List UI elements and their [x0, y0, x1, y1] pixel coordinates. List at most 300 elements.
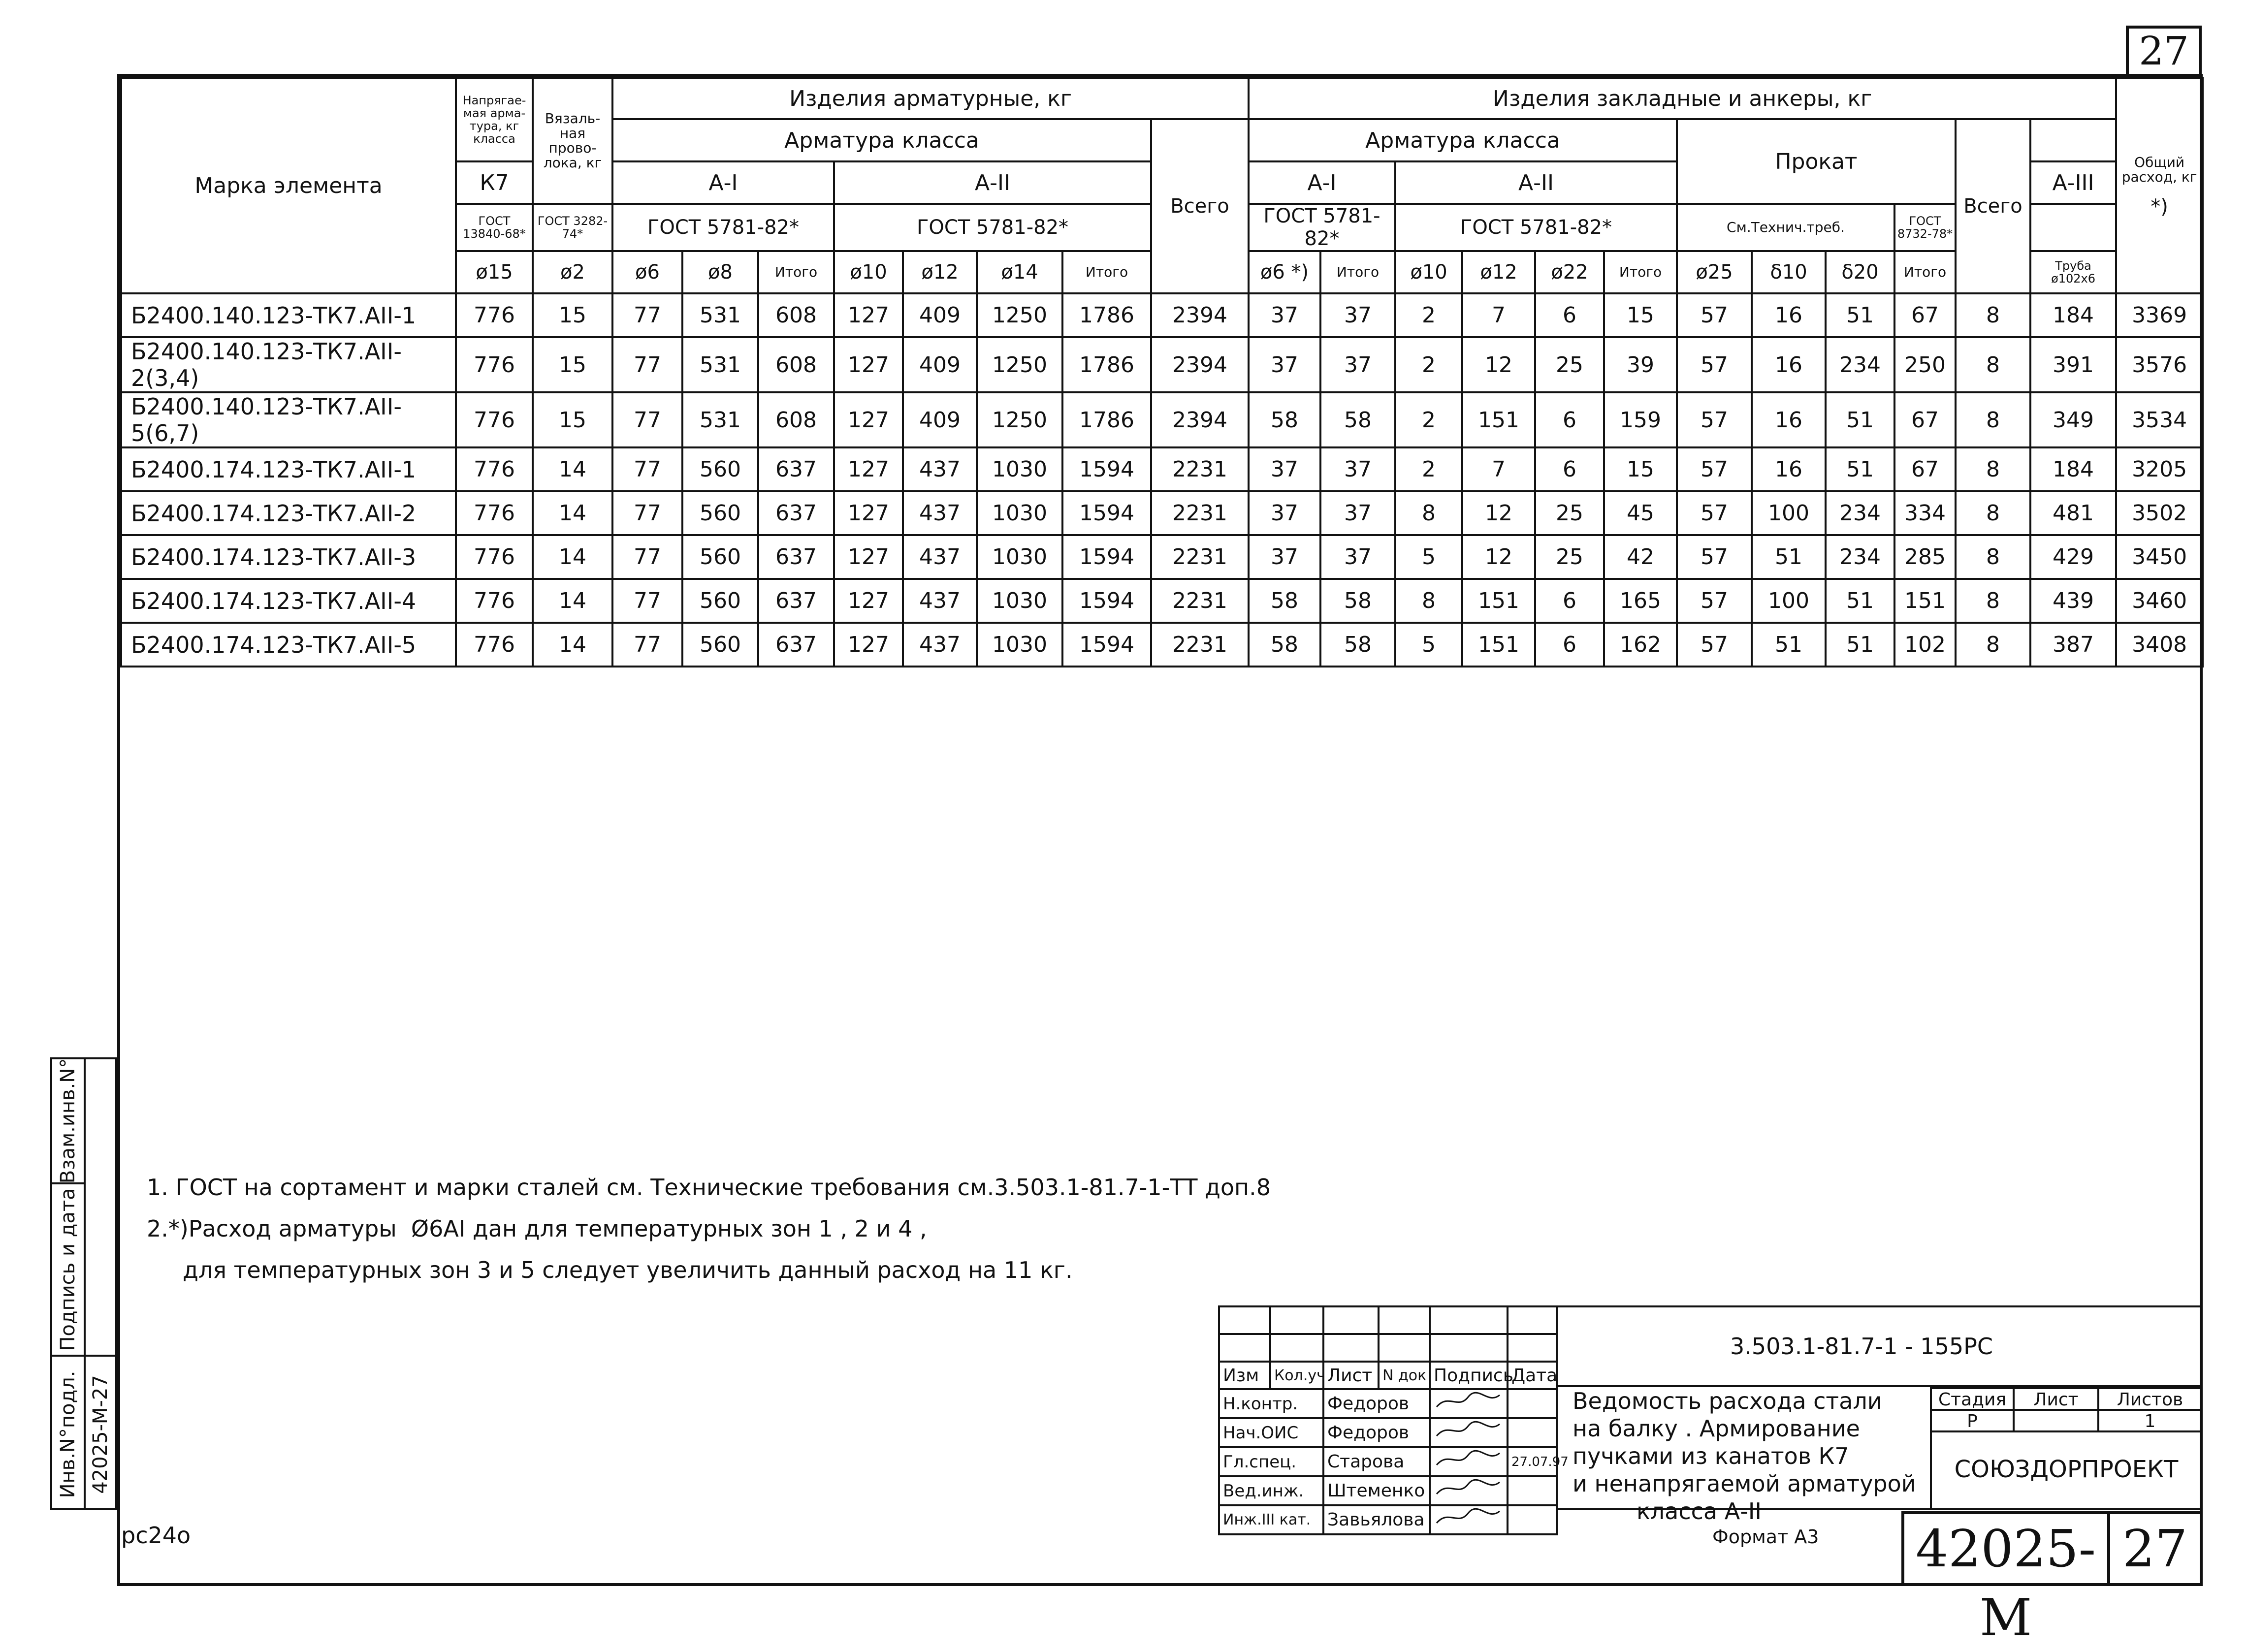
table-cell: 2 [1395, 392, 1462, 447]
table-cell: 2231 [1151, 447, 1249, 491]
table-cell: 6 [1535, 623, 1604, 667]
table-cell: 127 [834, 337, 903, 392]
table-cell: 2231 [1151, 623, 1249, 667]
element-mark: Б2400.174.123-ТК7.АII-4 [121, 579, 456, 623]
table-cell: 14 [533, 579, 612, 623]
table-row [121, 293, 2203, 337]
table-cell: 1030 [977, 535, 1062, 579]
table-cell: 77 [612, 579, 682, 623]
table-cell: 439 [2030, 579, 2116, 623]
format-label: Формат А3 [1712, 1526, 1819, 1548]
note-2: 2.*)Расход арматуры Ø6АI дан для температурных зон 1 , 2 и 4 , [147, 1215, 927, 1242]
sign-date [1508, 1476, 1557, 1505]
table-cell: 37 [1249, 293, 1320, 337]
table-cell: 637 [758, 535, 834, 579]
table-cell: 637 [758, 491, 834, 535]
table-cell: 12 [1462, 337, 1535, 392]
header-prestressed: Напрягае-мая арма-тура, кг класса [456, 78, 533, 161]
table-cell: 560 [682, 623, 758, 667]
table-cell: 1250 [977, 392, 1062, 447]
table-cell: 3502 [2116, 491, 2203, 535]
table-cell: 3534 [2116, 392, 2203, 447]
table-cell: 2 [1395, 293, 1462, 337]
table-cell: 429 [2030, 535, 2116, 579]
sheet-value [2013, 1409, 2099, 1432]
table-cell: 102 [1894, 623, 1956, 667]
table-cell: 3450 [2116, 535, 2203, 579]
role: Гл.спец. [1219, 1447, 1323, 1476]
element-mark: Б2400.174.123-ТК7.АII-1 [121, 447, 456, 491]
table-cell: 3576 [2116, 337, 2203, 392]
table-cell: 58 [1320, 392, 1395, 447]
table-cell: 1786 [1062, 337, 1151, 392]
table-cell: 77 [612, 337, 682, 392]
table-cell: 3369 [2116, 293, 2203, 337]
table-cell: 165 [1604, 579, 1677, 623]
table-cell: 3460 [2116, 579, 2203, 623]
table-cell: 437 [903, 623, 977, 667]
table-cell: 67 [1894, 293, 1956, 337]
table-cell: 560 [682, 579, 758, 623]
table-cell: 15 [533, 392, 612, 447]
table-cell: 58 [1320, 623, 1395, 667]
table-cell: 51 [1826, 293, 1894, 337]
table-cell: 37 [1320, 337, 1395, 392]
diam-cell: Труба ø102х6 [2030, 251, 2116, 293]
role: Нач.ОИС [1219, 1418, 1323, 1447]
element-mark: Б2400.174.123-ТК7.АII-2 [121, 491, 456, 535]
table-cell: 57 [1677, 337, 1752, 392]
table-cell: 8 [1956, 623, 2030, 667]
table-cell: 15 [1604, 293, 1677, 337]
table-cell: 51 [1826, 392, 1894, 447]
table-cell: 37 [1320, 491, 1395, 535]
table-cell: 608 [758, 337, 834, 392]
diam-cell: Итого [1894, 251, 1956, 293]
table-cell: 1786 [1062, 293, 1151, 337]
table-cell: 51 [1752, 623, 1826, 667]
signature-row [1219, 1418, 1557, 1447]
top-sheet-number: 27 [2126, 26, 2202, 74]
sign-date [1508, 1418, 1557, 1447]
table-cell: 127 [834, 392, 903, 447]
table-cell: 2 [1395, 337, 1462, 392]
bottom-sheet: 27 [2107, 1511, 2203, 1586]
table-cell: 409 [903, 337, 977, 392]
table-cell: 37 [1249, 491, 1320, 535]
header-gost-k7: ГОСТ 13840-68* [456, 204, 533, 251]
table-cell: 637 [758, 447, 834, 491]
doc-title [1573, 1387, 1916, 1525]
diam-cell: ø25 [1677, 251, 1752, 293]
table-cell: 8 [1956, 491, 2030, 535]
signature-row [1219, 1389, 1557, 1418]
signature-scribble [1430, 1476, 1508, 1505]
diam-cell: δ20 [1826, 251, 1894, 293]
table-cell: 45 [1604, 491, 1677, 535]
diam-cell: δ10 [1752, 251, 1826, 293]
table-cell: 409 [903, 293, 977, 337]
table-cell: 51 [1826, 623, 1894, 667]
notes [147, 1167, 1271, 1291]
table-cell: 437 [903, 535, 977, 579]
header-class-a3: А-III [2030, 161, 2116, 204]
element-mark: Б2400.140.123-ТК7.АII-5(6,7) [121, 392, 456, 447]
table-cell: 184 [2030, 293, 2116, 337]
table-cell: 159 [1604, 392, 1677, 447]
sign-date [1508, 1389, 1557, 1418]
person-name: Федоров [1323, 1418, 1430, 1447]
person-name: Штеменко [1323, 1476, 1430, 1505]
hdr-list: Лист [1323, 1362, 1379, 1389]
table-cell: 151 [1462, 392, 1535, 447]
diam-cell: Итого [1062, 251, 1151, 293]
table-cell: 8 [1956, 447, 2030, 491]
table-cell: 37 [1249, 447, 1320, 491]
table-cell: 1030 [977, 491, 1062, 535]
table-cell: 234 [1826, 491, 1894, 535]
signature-icon [1434, 1506, 1503, 1529]
diam-cell: ø8 [682, 251, 758, 293]
role: Н.контр. [1219, 1389, 1323, 1418]
table-cell: 77 [612, 491, 682, 535]
table-cell: 58 [1249, 579, 1320, 623]
table-cell: 2394 [1151, 337, 1249, 392]
table-cell: 14 [533, 535, 612, 579]
table-cell: 57 [1677, 579, 1752, 623]
signature-icon [1434, 1419, 1503, 1442]
table-row [121, 392, 2203, 447]
table-cell: 560 [682, 535, 758, 579]
table-cell: 1250 [977, 337, 1062, 392]
table-cell: 57 [1677, 623, 1752, 667]
table-cell: 37 [1320, 447, 1395, 491]
table-cell: 1594 [1062, 447, 1151, 491]
table-cell: 57 [1677, 535, 1752, 579]
side-inv-replace: Взам.инв.N° [57, 1058, 79, 1184]
table-cell: 608 [758, 392, 834, 447]
signature-scribble [1430, 1505, 1508, 1534]
table-cell: 16 [1752, 337, 1826, 392]
table-cell: 1786 [1062, 392, 1151, 447]
table-cell: 7 [1462, 447, 1535, 491]
diam-cell: ø6 *) [1249, 251, 1320, 293]
table-cell: 127 [834, 623, 903, 667]
title-line: пучками из канатов К7 [1573, 1443, 1849, 1469]
table-cell: 776 [456, 579, 533, 623]
table-cell: 77 [612, 447, 682, 491]
diam-cell: ø15 [456, 251, 533, 293]
stage-label: Стадия [1930, 1387, 2015, 1411]
signature-table [1218, 1305, 1569, 1535]
table-cell: 349 [2030, 392, 2116, 447]
table-cell: 12 [1462, 491, 1535, 535]
table-cell: 437 [903, 491, 977, 535]
table-cell: 3205 [2116, 447, 2203, 491]
table-row [121, 447, 2203, 491]
table-row [121, 491, 2203, 535]
table-cell: 1030 [977, 623, 1062, 667]
signature-scribble [1430, 1389, 1508, 1418]
table-cell: 776 [456, 392, 533, 447]
table-cell: 1594 [1062, 623, 1151, 667]
table-cell: 1250 [977, 293, 1062, 337]
signature-icon [1434, 1477, 1503, 1500]
element-mark: Б2400.140.123-ТК7.АII-1 [121, 293, 456, 337]
table-cell: 3408 [2116, 623, 2203, 667]
table-cell: 234 [1826, 535, 1894, 579]
table-cell: 531 [682, 392, 758, 447]
element-mark: Б2400.174.123-ТК7.АII-5 [121, 623, 456, 667]
table-cell: 8 [1956, 337, 2030, 392]
table-cell: 1594 [1062, 579, 1151, 623]
hdr-sign: Подпись [1430, 1362, 1508, 1389]
sheets-value: 1 [2097, 1409, 2203, 1432]
table-cell: 234 [1826, 337, 1894, 392]
header-mark: Марка элемента [121, 78, 456, 293]
hdr-ndok: N док [1379, 1362, 1430, 1389]
bottom-code: 42025-М [1901, 1511, 2110, 1586]
header-gost-8732: ГОСТ 8732-78* [1894, 204, 1956, 251]
table-cell: 42 [1604, 535, 1677, 579]
table-cell: 6 [1535, 392, 1604, 447]
header-gost-a2-emb: ГОСТ 5781-82* [1395, 204, 1677, 251]
table-cell: 776 [456, 293, 533, 337]
diam-cell: ø12 [1462, 251, 1535, 293]
table-cell: 151 [1462, 623, 1535, 667]
diam-cell: ø10 [1395, 251, 1462, 293]
table-cell: 77 [612, 392, 682, 447]
table-cell: 15 [1604, 447, 1677, 491]
diam-cell: ø12 [903, 251, 977, 293]
table-cell: 14 [533, 623, 612, 667]
table-cell: 39 [1604, 337, 1677, 392]
table-cell: 5 [1395, 623, 1462, 667]
table-cell: 37 [1249, 337, 1320, 392]
table-cell: 776 [456, 337, 533, 392]
table-cell: 25 [1535, 491, 1604, 535]
table-cell: 334 [1894, 491, 1956, 535]
header-rebar-class-2: Арматура класса [1249, 119, 1677, 161]
table-cell: 437 [903, 447, 977, 491]
table-cell: 387 [2030, 623, 2116, 667]
diam-cell: ø6 [612, 251, 682, 293]
signature-row [1219, 1447, 1557, 1476]
table-cell: 608 [758, 293, 834, 337]
table-cell: 776 [456, 491, 533, 535]
note-1: 1. ГОСТ на сортамент и марки сталей см. Технические требования см.3.503.1-81.7-1-ТТ доп.8 [147, 1174, 1271, 1201]
table-cell: 15 [533, 337, 612, 392]
table-cell: 25 [1535, 337, 1604, 392]
table-cell: 7 [1462, 293, 1535, 337]
table-cell: 51 [1826, 579, 1894, 623]
table-cell: 100 [1752, 491, 1826, 535]
header-embedded: Изделия закладные и анкеры, кг [1249, 78, 2116, 119]
header-overall: Общий расход, кг *) [2116, 78, 2203, 293]
header-gost-a1-emb: ГОСТ 5781-82* [1249, 204, 1395, 251]
table-cell: 58 [1249, 623, 1320, 667]
header-class-a1-emb: А-I [1249, 161, 1395, 204]
table-cell: 151 [1462, 579, 1535, 623]
table-cell: 15 [533, 293, 612, 337]
side-inv-orig: Инв.N°подл. [57, 1370, 79, 1498]
table-cell: 151 [1894, 579, 1956, 623]
hdr-kol: Кол.уч [1270, 1362, 1323, 1389]
sign-date: 27.07.97 [1508, 1447, 1557, 1476]
table-cell: 57 [1677, 491, 1752, 535]
table-cell: 127 [834, 293, 903, 337]
header-class-a1: А-I [612, 161, 834, 204]
header-total-reinf: Всего [1151, 119, 1249, 293]
table-cell: 58 [1320, 579, 1395, 623]
hdr-izm: Изм [1219, 1362, 1270, 1389]
table-cell: 2 [1395, 447, 1462, 491]
table-cell: 127 [834, 535, 903, 579]
table-cell: 127 [834, 447, 903, 491]
table-cell: 2394 [1151, 392, 1249, 447]
header-reinf-products: Изделия арматурные, кг [612, 78, 1249, 119]
table-cell: 776 [456, 623, 533, 667]
table-cell: 16 [1752, 392, 1826, 447]
table-cell: 51 [1752, 535, 1826, 579]
header-rebar-class: Арматура класса [612, 119, 1151, 161]
table-row [121, 623, 2203, 667]
title-line: на балку . Армирование [1573, 1415, 1860, 1442]
stage-value: Р [1930, 1409, 2015, 1432]
table-cell: 250 [1894, 337, 1956, 392]
table-cell: 67 [1894, 392, 1956, 447]
element-mark: Б2400.174.123-ТК7.АII-3 [121, 535, 456, 579]
diam-cell: Итого [1320, 251, 1395, 293]
signature-icon [1434, 1390, 1503, 1413]
table-cell: 1594 [1062, 491, 1151, 535]
table-cell: 184 [2030, 447, 2116, 491]
header-total-emb: Всего [1956, 119, 2030, 293]
table-cell: 6 [1535, 579, 1604, 623]
table-cell: 8 [1956, 535, 2030, 579]
table-cell: 12 [1462, 535, 1535, 579]
table-cell: 8 [1395, 491, 1462, 535]
header-tech-req: См.Технич.треб. [1677, 204, 1894, 251]
element-mark: Б2400.140.123-ТК7.АII-2(3,4) [121, 337, 456, 392]
table-cell: 37 [1320, 293, 1395, 337]
signature-row [1219, 1476, 1557, 1505]
signature-scribble [1430, 1418, 1508, 1447]
diam-cell: ø10 [834, 251, 903, 293]
side-inv-orig-value: 42025-М-27 [89, 1375, 112, 1494]
side-sign-date: Подпись и дата [57, 1188, 79, 1351]
table-cell: 5 [1395, 535, 1462, 579]
role: Инж.III кат. [1219, 1505, 1323, 1534]
table-cell: 67 [1894, 447, 1956, 491]
diam-cell: Итого [758, 251, 834, 293]
table-cell: 1030 [977, 579, 1062, 623]
table-cell: 437 [903, 579, 977, 623]
table-cell: 58 [1249, 392, 1320, 447]
title-line: класса А-II [1637, 1498, 1762, 1525]
bottom-code-box [1901, 1511, 2203, 1648]
table-cell: 37 [1249, 535, 1320, 579]
table-cell: 77 [612, 623, 682, 667]
header-class-a2: А-II [834, 161, 1151, 204]
table-cell: 8 [1956, 293, 2030, 337]
diam-cell: ø2 [533, 251, 612, 293]
table-cell: 8 [1395, 579, 1462, 623]
table-cell: 37 [1320, 535, 1395, 579]
table-cell: 14 [533, 447, 612, 491]
person-name: Завьялова [1323, 1505, 1430, 1534]
table-cell: 77 [612, 535, 682, 579]
table-cell: 2231 [1151, 579, 1249, 623]
table-cell: 2231 [1151, 535, 1249, 579]
corner-note: рс24о [121, 1522, 191, 1549]
table-cell: 531 [682, 293, 758, 337]
table-cell: 8 [1956, 392, 2030, 447]
table-cell: 16 [1752, 293, 1826, 337]
header-gost-wire: ГОСТ 3282-74* [533, 204, 612, 251]
title-line: Ведомость расхода стали [1573, 1388, 1882, 1414]
person-name: Старова [1323, 1447, 1430, 1476]
table-cell: 2231 [1151, 491, 1249, 535]
organization: СОЮЗДОРПРОЕКТ [1954, 1456, 2179, 1483]
table-cell: 6 [1535, 447, 1604, 491]
table-cell: 776 [456, 535, 533, 579]
title-line: и ненапрягаемой арматурой [1573, 1470, 1916, 1497]
table-cell: 51 [1826, 447, 1894, 491]
table-cell: 8 [1956, 579, 2030, 623]
table-row [121, 535, 2203, 579]
doc-code: 3.503.1-81.7-1 - 155РС [1730, 1333, 1993, 1360]
header-class-a2-emb: А-II [1395, 161, 1677, 204]
side-stamp [50, 1057, 117, 1510]
table-cell: 14 [533, 491, 612, 535]
table-cell: 560 [682, 491, 758, 535]
table-cell: 6 [1535, 293, 1604, 337]
table-cell: 409 [903, 392, 977, 447]
table-cell: 285 [1894, 535, 1956, 579]
diam-cell: ø22 [1535, 251, 1604, 293]
table-cell: 560 [682, 447, 758, 491]
table-cell: 391 [2030, 337, 2116, 392]
sheets-label: Листов [2097, 1387, 2203, 1411]
table-cell: 776 [456, 447, 533, 491]
table-cell: 16 [1752, 447, 1826, 491]
table-cell: 1030 [977, 447, 1062, 491]
table-row [121, 337, 2203, 392]
header-gost-a2: ГОСТ 5781-82* [834, 204, 1151, 251]
table-cell: 637 [758, 579, 834, 623]
table-cell: 100 [1752, 579, 1826, 623]
sheet-label: Лист [2013, 1387, 2099, 1411]
table-cell: 531 [682, 337, 758, 392]
title-block [1218, 1305, 2203, 1530]
table-cell: 481 [2030, 491, 2116, 535]
table-cell: 127 [834, 579, 903, 623]
table-cell: 2394 [1151, 293, 1249, 337]
table-cell: 127 [834, 491, 903, 535]
header-k7: К7 [456, 161, 533, 204]
table-cell: 77 [612, 293, 682, 337]
signature-scribble [1430, 1447, 1508, 1476]
table-cell: 57 [1677, 392, 1752, 447]
header-rolled: Прокат [1677, 119, 1956, 204]
table-cell: 1594 [1062, 535, 1151, 579]
table-cell: 162 [1604, 623, 1677, 667]
note-3: для температурных зон 3 и 5 следует увеличить данный расход на 11 кг. [147, 1257, 1073, 1283]
diam-cell: Итого [1604, 251, 1677, 293]
table-cell: 25 [1535, 535, 1604, 579]
header-gost-a1: ГОСТ 5781-82* [612, 204, 834, 251]
